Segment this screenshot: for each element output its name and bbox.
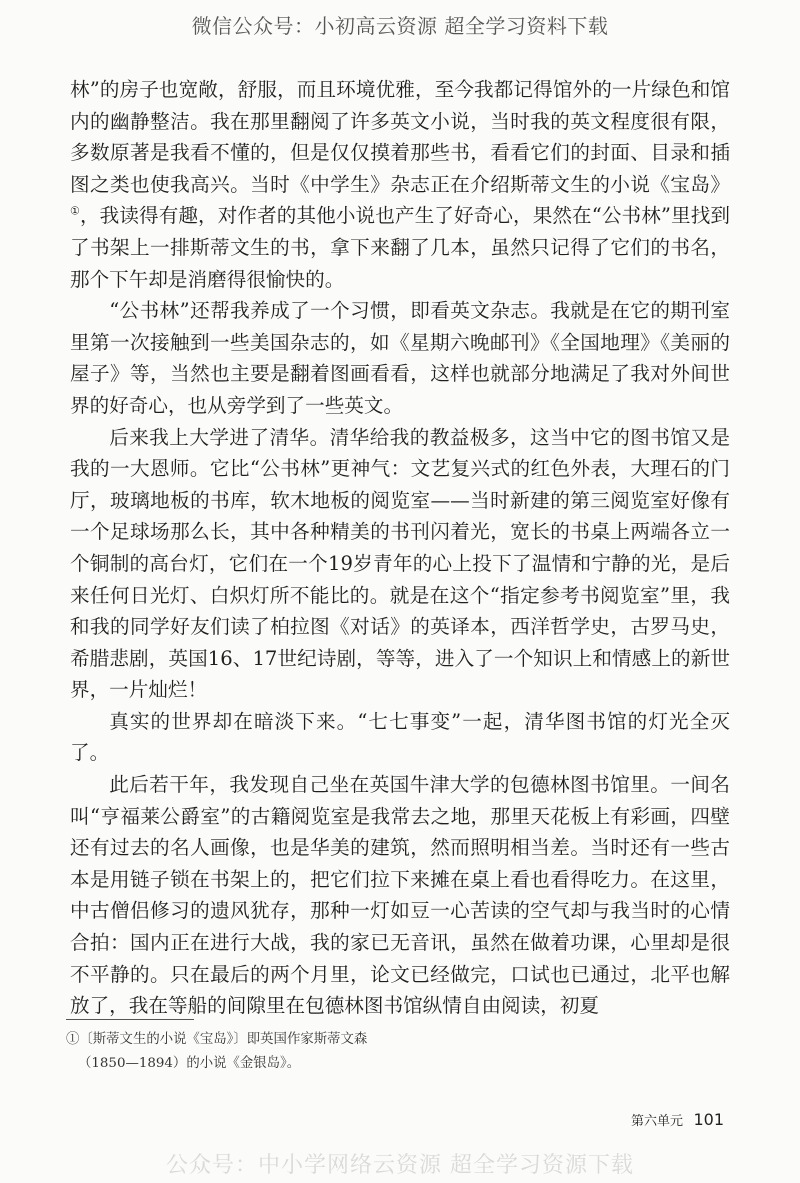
paragraph-text: 林”的房子也宽敞，舒服，而且环境优雅，至今我都记得馆外的一片绿色和馆内的幽静整洁。我在那里翻阅了许多英文小说，当时我的英文程度很有限，多数原著是我看不懂的，但是仅仅摸着那些书，看看它们的封面、目录和插图之类也使我高兴。当时《中学生》杂志正在介绍斯蒂文生的小说《宝岛》 [70,78,730,196]
footnote-marker: ① [70,204,80,218]
footnote-line-1: ①〔斯蒂文生的小说《宝岛》〕即英国作家斯蒂文森 [66,1032,368,1047]
paragraph-text: 此后若干年，我发现自己坐在英国牛津大学的包德林图书馆里。一间名叫“亨福莱公爵室”的古籍阅览室是我常去之地，那里天花板上有彩画，四壁还有过去的名人画像，也是华美的建筑，然而照明相当差。当时还有一些古本是用链子锁在书架上的，把它们拉下来摊在桌上看也看得吃力。在这里，中古僧侣修习的遗风犹存，那种一灯如豆一心苦读的空气却与我当时的心情合拍：国内正在进行大战，我的家已无音讯，虽然在做着功课，心里却是很不平静的。只在最后的两个月里，论文已经做完，口试也已通过，北平也解放了，我在等船的间隙里在包德林图书馆纵情自由阅读，初夏 [70,773,730,1018]
paragraph-text: 真实的世界却在暗淡下来。“七七事变”一起，清华图书馆的灯光全灭了。 [70,709,730,765]
watermark: 公众号：中小学网络云资源 超全学习资源下载 [166,1153,634,1178]
paragraph [70,422,730,706]
body-text [70,74,730,1022]
paragraph [70,295,730,421]
paragraph [70,769,730,1022]
footnote-divider [66,1019,194,1020]
paragraph-text: “公书林”还帮我养成了一个习惯，即看英文杂志。我就是在它的期刊室里第一次接触到一些美国杂志的，如《星期六晚邮刊》《全国地理》《美丽的屋子》等，当然也主要是翻着图画看看，这样也就部分地满足了我对外间世界的好奇心，也从旁学到了一些英文。 [70,299,730,417]
footnote [66,1028,546,1076]
footnote-line-2: （1850—1894）的小说《金银岛》。 [78,1056,301,1071]
page-header: 微信公众号：小初高云资源 超全学习资料下载 [191,14,609,38]
page-number: 101 [693,1110,724,1129]
page-footer [631,1110,724,1129]
paragraph [70,74,730,295]
paragraph-text: 后来我上大学进了清华。清华给我的教益极多，这当中它的图书馆又是我的一大恩师。它比“公书林”更神气：文艺复兴式的红色外表，大理石的门厅，玻璃地板的书库，软木地板的阅览室——当时新建的第三阅览室好像有一个足球场那么长，其中各种精美的书刊闪着光，宽长的书桌上两端各立一个铜制的高台灯，它们在一个19岁青年的心上投下了温情和宁静的光，是后来任何日光灯、白炽灯所不能比的。就是在这个“指定参考书阅览室”里，我和我的同学好友们读了柏拉图《对话》的英译本，西洋哲学史，古罗马史，希腊悲剧，英国16、17世纪诗剧，等等，进入了一个知识上和情感上的新世界，一片灿烂！ [70,425,730,702]
paragraph [70,706,730,769]
paragraph-text: ，我读得有趣，对作者的其他小说也产生了好奇心，果然在“公书林”里找到了书架上一排斯蒂文生的书，拿下来翻了几本，虽然只记得了它们的书名，那个下午却是消磨得很愉快的。 [70,204,730,291]
unit-label: 第六单元 [630,1114,683,1129]
